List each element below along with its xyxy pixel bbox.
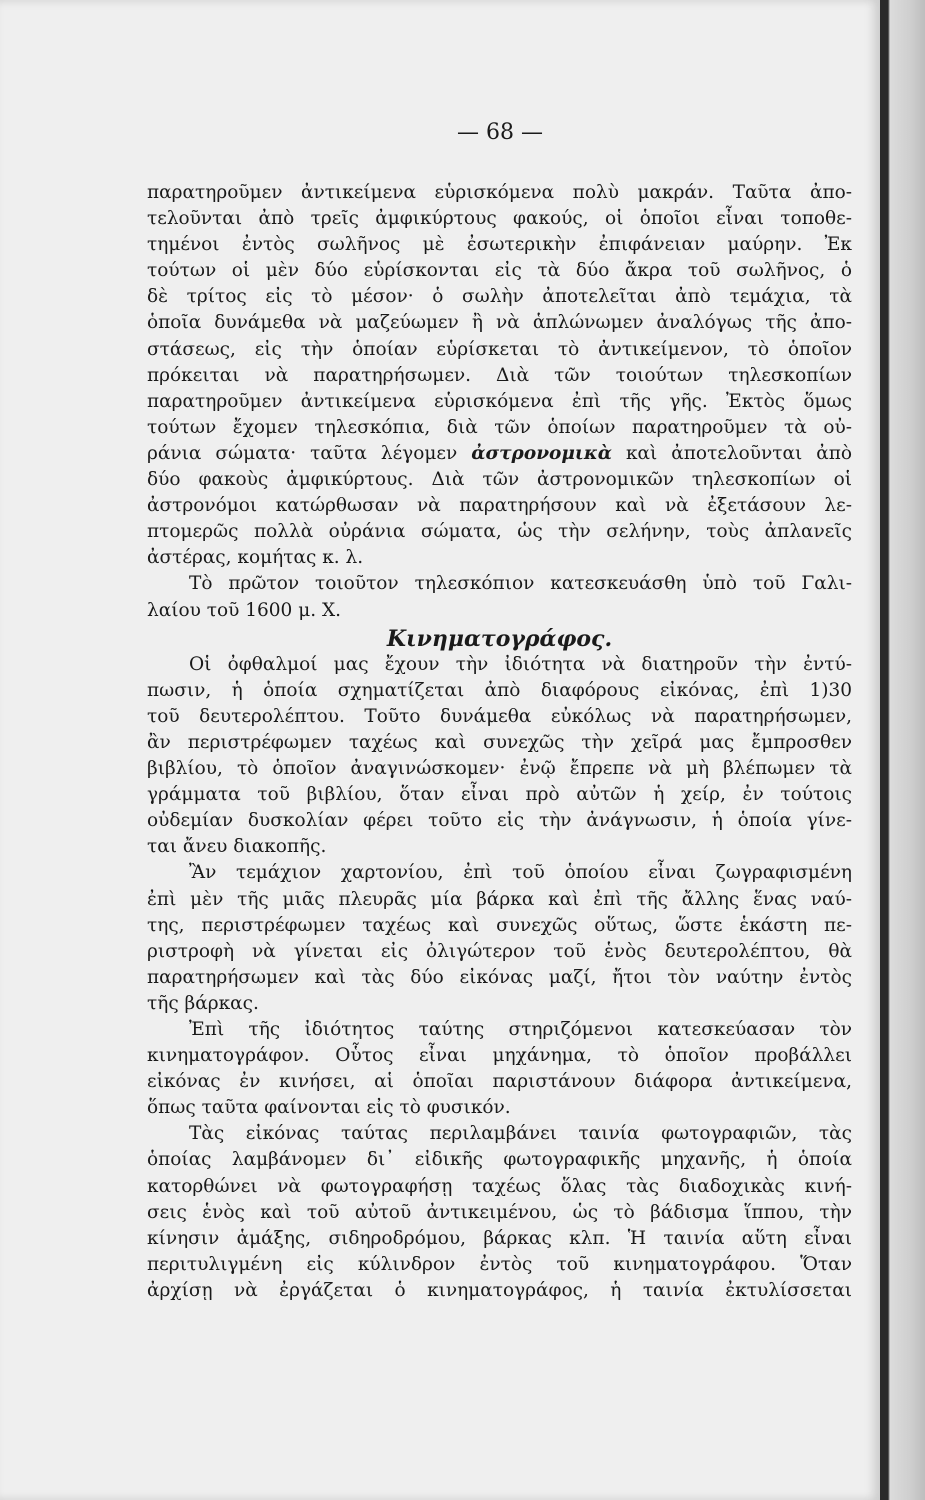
text-line — [147, 834, 852, 860]
text-line — [147, 545, 852, 571]
text-line — [147, 337, 852, 363]
line-text: Ἐπὶ τῆς ἰδιότητος ταύτης στηριζόμενοι κατεσκεύασαν τὸν — [189, 1019, 852, 1040]
line-text: ριστροφὴ νὰ γίνεται εἰς ὀλιγώτερον τοῦ ἑνὸς δευτερολέπτου, θὰ — [147, 940, 852, 962]
text-line — [147, 180, 852, 206]
text-line — [147, 756, 852, 782]
text-line — [147, 363, 852, 389]
line-text: Οἱ ὀφθαλμοί μας ἔχουν τὴν ἰδιότητα νὰ διατηροῦν τὴν ἐντύ- — [189, 653, 852, 675]
line-text: τοῦ δευτερολέπτου. Τοῦτο δυνάμεθα εὐκόλως νὰ παρατηρήσωμεν, — [147, 705, 852, 727]
line-text: της, περιστρέφωμεν ταχέως καὶ συνεχῶς οὕτως, ὥστε ἑκάστη πε- — [147, 914, 852, 936]
section-heading — [147, 624, 852, 652]
line-text: ὁποίας λαμβάνομεν δι᾽ εἰδικῆς φωτογραφικῆς μηχανῆς, ἡ ὁποία — [147, 1149, 852, 1171]
emphasized-term: ἀστρονομικὰ — [471, 442, 612, 464]
line-text: ἀρχίσῃ νὰ ἐργάζεται ὁ κινηματογράφος, ἡ ταινία ἐκτυλίσσεται — [147, 1279, 852, 1301]
body-text — [147, 180, 852, 1304]
text-line — [147, 1069, 852, 1095]
line-text: τούτων ἔχομεν τηλεσκόπια, διὰ τῶν ὁποίων παρατηροῦμεν τὰ οὐ- — [147, 416, 852, 438]
text-line — [147, 1174, 852, 1200]
line-text: λαίου τοῦ 1600 μ. Χ. — [147, 599, 342, 621]
line-text: ἐπὶ μὲν τῆς μιᾶς πλευρᾶς μία βάρκα καὶ ἐπὶ τῆς ἄλλης ἕνας ναύ- — [147, 888, 852, 910]
text-line — [147, 1200, 852, 1226]
line-text: Κινηματογράφος. — [386, 625, 613, 652]
line-text: οὐδεμίαν δυσκολίαν φέρει τοῦτο εἰς τὴν ἀνάγνωσιν, ἡ ὁποία γίνε- — [147, 810, 852, 832]
page-number: — 68 — — [457, 120, 543, 145]
line-text: εἰκόνας ἐν κινήσει, αἱ ὁποῖαι παριστάνουν διάφορα ἀντικείμενα, — [147, 1071, 852, 1093]
page-edge — [880, 0, 925, 1500]
text-line — [147, 860, 852, 886]
line-text: περιτυλιγμένη εἰς κύλινδρον ἐντὸς τοῦ κινηματογράφου. Ὅταν — [147, 1253, 852, 1275]
text-line — [147, 1278, 852, 1304]
line-text: Ἂν τεμάχιον χαρτονίου, ἐπὶ τοῦ ὁποίου εἶναι ζωγραφισμένη — [189, 862, 852, 884]
text-line — [147, 1252, 852, 1278]
line-text: ράνια σώματα· ταῦτα λέγομεν — [147, 442, 472, 464]
text-line — [147, 939, 852, 965]
text-line — [147, 310, 852, 336]
text-line — [147, 1147, 852, 1173]
text-line — [147, 1043, 852, 1069]
line-text: κατορθώνει νὰ φωτογραφήσῃ ταχέως ὅλας τὰς διαδοχικὰς κινή- — [147, 1175, 852, 1197]
text-line — [147, 782, 852, 808]
text-line — [147, 991, 852, 1017]
line-text: Τὰς εἰκόνας ταύτας περιλαμβάνει ταινία φωτογραφιῶν, τὰς — [189, 1123, 852, 1145]
line-text: ται ἄνευ διακοπῆς. — [147, 836, 327, 858]
line-text: παρατηρήσωμεν καὶ τὰς δύο εἰκόνας μαζί, ἤτοι τὸν ναύτην ἐντὸς — [147, 966, 852, 988]
text-line — [147, 206, 852, 232]
text-line — [147, 389, 852, 415]
line-text: τούτων οἱ μὲν δύο εὑρίσκονται εἰς τὰ δύο ἄκρα τοῦ σωλῆνος, ὁ — [147, 260, 852, 282]
text-line — [147, 652, 852, 678]
line-text: δὲ τρίτος εἰς τὸ μέσον· ὁ σωλὴν ἀποτελεῖται ἀπὸ τεμάχια, τὰ — [147, 286, 852, 308]
line-text: τημένοι ἐντὸς σωλῆνος μὲ ἐσωτερικὴν ἐπιφάνειαν μαύρην. Ἐκ — [147, 234, 852, 256]
text-line — [147, 467, 852, 493]
text-line — [147, 965, 852, 991]
text-line — [147, 678, 852, 704]
text-line — [147, 887, 852, 913]
line-text: ἂν περιστρέφωμεν ταχέως καὶ συνεχῶς τὴν χεῖρά μας ἔμπροσθεν — [147, 731, 852, 753]
line-text: σεις ἑνὸς καὶ τοῦ αὐτοῦ ἀντικειμένου, ὡς τὸ βάδισμα ἵππου, τὴν — [147, 1201, 852, 1223]
text-line — [147, 441, 852, 467]
line-text: παρατηροῦμεν ἀντικείμενα εὑρισκόμενα πολὺ μακράν. Ταῦτα ἀπο- — [147, 182, 852, 203]
line-text: ἀστρονόμοι κατώρθωσαν νὰ παρατηρήσουν καὶ νὰ ἐξετάσουν λε- — [147, 495, 852, 517]
text-line — [147, 493, 852, 519]
text-line — [147, 1226, 852, 1252]
line-text: κίνησιν ἁμάξης, σιδηροδρόμου, βάρκας κλπ. Ἡ ταινία αὕτη εἶναι — [147, 1227, 852, 1249]
text-line — [147, 808, 852, 834]
text-line — [147, 730, 852, 756]
line-text-tail: καὶ ἀποτελοῦνται ἀπὸ — [611, 442, 852, 464]
line-text: πτομερῶς πολλὰ οὐράνια σώματα, ὡς τὴν σελήνην, τοὺς ἀπλανεῖς — [147, 521, 852, 543]
line-text: βιβλίου, τὸ ὁποῖον ἀναγινώσκομεν· ἐνῷ ἔπρεπε νὰ μὴ βλέπωμεν τὰ — [147, 758, 852, 780]
line-text: ὁποῖα δυνάμεθα νὰ μαζεύωμεν ἢ νὰ ἁπλώνωμεν ἀναλόγως τῆς ἀπο- — [147, 312, 852, 334]
text-line — [147, 1095, 852, 1121]
line-text: κινηματογράφον. Οὗτος εἶναι μηχάνημα, τὸ ὁποῖον προβάλλει — [147, 1045, 852, 1067]
text-line — [147, 232, 852, 258]
line-text: στάσεως, εἰς τὴν ὁποίαν εὑρίσκεται τὸ ἀντικείμενον, τὸ ὁποῖον — [147, 338, 852, 360]
line-text: τελοῦνται ἀπὸ τρεῖς ἀμφικύρτους φακούς, οἱ ὁποῖοι εἶναι τοποθε- — [147, 208, 852, 230]
line-text: γράμματα τοῦ βιβλίου, ὅταν εἶναι πρὸ αὐτῶν ἡ χείρ, ἐν τούτοις — [147, 784, 852, 806]
text-line — [147, 284, 852, 310]
text-line — [147, 519, 852, 545]
text-line — [147, 258, 852, 284]
line-text: πρόκειται νὰ παρατηρήσωμεν. Διὰ τῶν τοιούτων τηλεσκοπίων — [147, 364, 852, 386]
text-line — [147, 704, 852, 730]
text-line — [147, 571, 852, 597]
line-text: ἀστέρας, κομήτας κ. λ. — [147, 547, 364, 569]
text-line — [147, 913, 852, 939]
line-text: παρατηροῦμεν ἀντικείμενα εὑρισκόμενα ἐπὶ τῆς γῆς. Ἐκτὸς ὅμως — [147, 390, 852, 412]
line-text: πωσιν, ἡ ὁποία σχηματίζεται ἀπὸ διαφόρους εἰκόνας, ἐπὶ 1)30 — [147, 679, 852, 701]
text-line — [147, 415, 852, 441]
text-line — [147, 598, 852, 624]
line-text: Τὸ πρῶτον τοιοῦτον τηλεσκόπιον κατεσκευάσθη ὑπὸ τοῦ Γαλι- — [189, 573, 852, 595]
line-text: τῆς βάρκας. — [147, 992, 259, 1014]
line-text: ὅπως ταῦτα φαίνονται εἰς τὸ φυσικόν. — [147, 1097, 511, 1119]
text-line — [147, 1017, 852, 1043]
line-text: δύο φακοὺς ἀμφικύρτους. Διὰ τῶν ἀστρονομικῶν τηλεσκοπίων οἱ — [147, 469, 852, 491]
text-line — [147, 1121, 852, 1147]
